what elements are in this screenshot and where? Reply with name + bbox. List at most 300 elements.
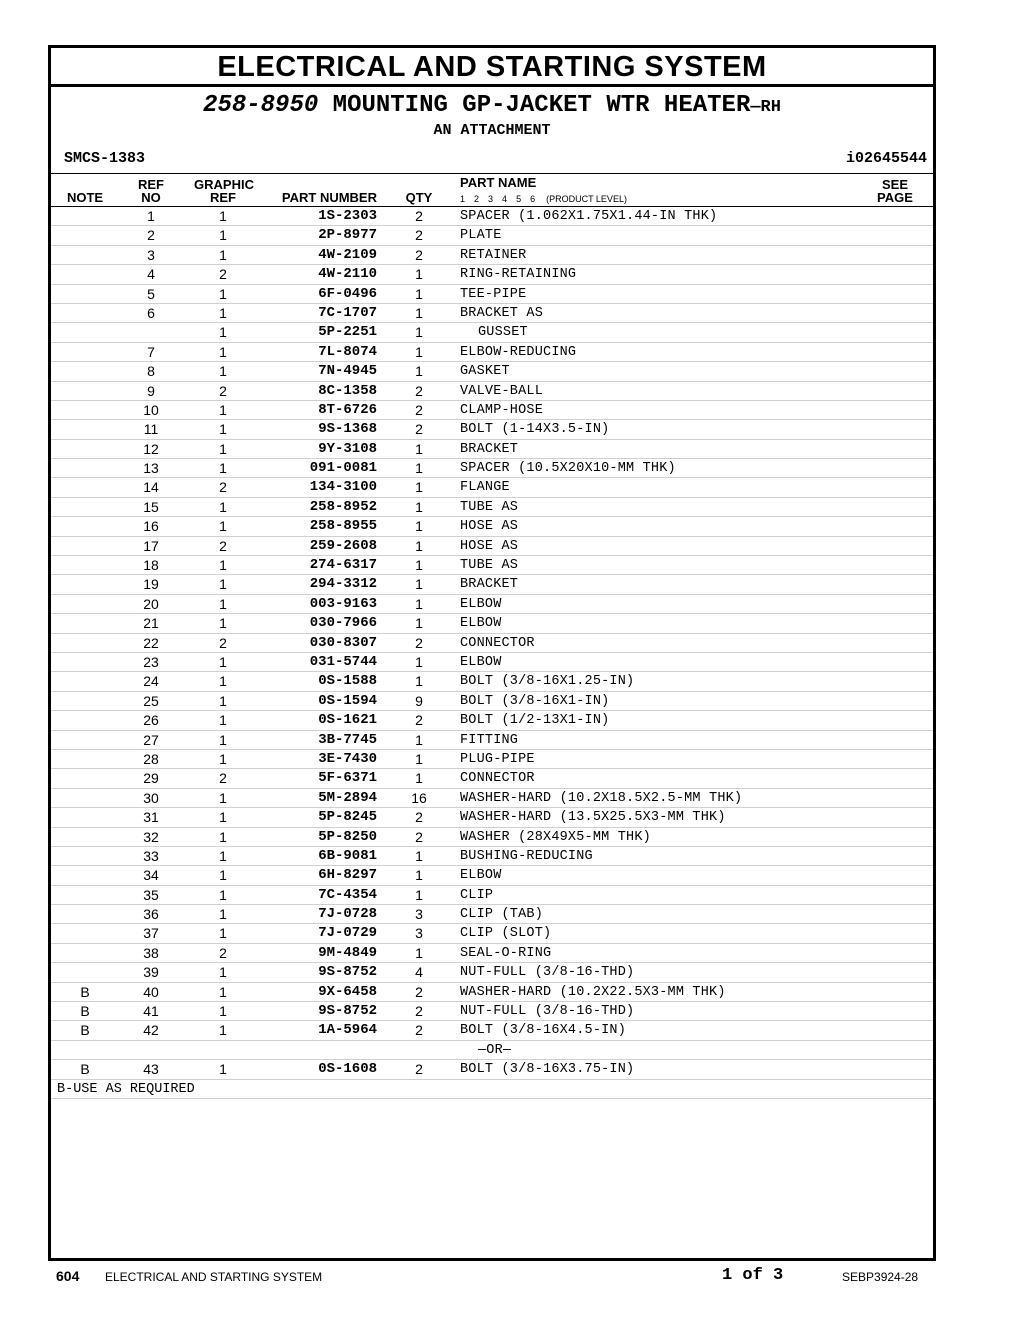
table-row	[51, 692, 933, 711]
ref-no-cell: 39	[143, 964, 159, 981]
table-row	[51, 828, 933, 847]
ref-no-cell: 6	[147, 304, 155, 321]
ref-no-cell: 5	[147, 285, 155, 302]
qty-cell: 1	[415, 867, 423, 884]
ref-no-cell: 36	[143, 906, 159, 923]
graphic-ref-cell: 1	[219, 421, 227, 438]
part-name-cell: ELBOW	[460, 654, 502, 670]
graphic-ref-cell: 1	[219, 557, 227, 574]
part-number-cell: 031-5744	[309, 653, 377, 670]
part-name-cell: FLANGE	[460, 480, 510, 496]
part-number-cell: 5P-8245	[318, 809, 377, 826]
part-number-cell: 9X-6458	[318, 983, 377, 1000]
table-row	[51, 537, 933, 556]
table-row	[51, 1041, 933, 1060]
part-number-cell: 294-3312	[309, 576, 377, 593]
qty-cell: 2	[415, 208, 423, 224]
part-number-cell: 7C-4354	[318, 886, 377, 903]
part-number-cell: 134-3100	[309, 479, 377, 496]
qty-cell: 1	[415, 750, 423, 767]
part-name-cell: RETAINER	[460, 247, 527, 263]
ref-no-cell: 29	[143, 770, 159, 787]
ref-no-cell: 41	[143, 1003, 159, 1020]
table-row	[51, 653, 933, 672]
table-row	[51, 382, 933, 401]
ref-no-cell: 27	[143, 731, 159, 748]
group-title	[51, 92, 933, 122]
part-number-cell: 5P-8250	[318, 828, 377, 845]
table-row	[51, 575, 933, 594]
part-name-cell: SPACER (10.5X20X10-MM THK)	[460, 461, 676, 477]
qty-cell: 16	[411, 789, 427, 806]
graphic-ref-cell: 1	[219, 595, 227, 612]
graphic-ref-cell: 1	[219, 809, 227, 826]
ref-no-cell: 14	[143, 479, 159, 496]
part-name-cell: ELBOW-REDUCING	[460, 344, 577, 360]
product-levels	[460, 194, 627, 204]
part-name-cell: TUBE AS	[460, 499, 519, 515]
part-name-cell: CLIP (TAB)	[460, 907, 544, 923]
table-row	[51, 226, 933, 245]
graphic-ref-cell: 1	[219, 964, 227, 981]
graphic-ref-cell: 1	[219, 1003, 227, 1020]
graphic-ref-cell: 1	[219, 498, 227, 515]
part-number-cell: 7L-8074	[318, 343, 377, 360]
part-number-cell: 258-8955	[309, 518, 377, 535]
table-row	[51, 769, 933, 788]
group-name: MOUNTING GP-JACKET WTR HEATER	[332, 92, 751, 119]
page-footer	[0, 1266, 1020, 1290]
graphic-ref-cell: 1	[219, 1022, 227, 1039]
ref-no-cell: 22	[143, 634, 159, 651]
graphic-ref-cell: 1	[219, 304, 227, 321]
graphic-ref-cell: 1	[219, 692, 227, 709]
part-number-cell: 6H-8297	[318, 867, 377, 884]
part-number-cell: 6B-9081	[318, 847, 377, 864]
qty-cell: 2	[415, 1003, 423, 1020]
part-name-cell: BRACKET	[460, 441, 519, 457]
table-row	[51, 285, 933, 304]
table-row	[51, 246, 933, 265]
group-suffix: —RH	[750, 98, 781, 117]
part-number-cell: 8C-1358	[318, 382, 377, 399]
qty-cell: 1	[415, 363, 423, 380]
graphic-ref-cell: 1	[219, 208, 227, 224]
table-row	[51, 206, 933, 226]
note-cell: B	[80, 1003, 90, 1020]
section-title: ELECTRICAL AND STARTING SYSTEM	[51, 48, 933, 87]
header-qty: QTY	[405, 190, 433, 205]
table-row	[51, 595, 933, 614]
part-name-cell: BOLT (3/8-16X1.25-IN)	[460, 674, 635, 690]
graphic-ref-cell: 2	[219, 479, 227, 496]
sheet-indicator: 1 of 3	[722, 1266, 784, 1285]
header-divider	[51, 173, 933, 174]
part-number-cell: 7C-1707	[318, 304, 377, 321]
graphic-ref-cell: 1	[219, 750, 227, 767]
part-name-cell: WASHER-HARD (10.2X18.5X2.5-MM THK)	[460, 790, 743, 806]
table-row	[51, 1060, 933, 1079]
ref-no-cell: 35	[143, 886, 159, 903]
part-name-cell: ELBOW	[460, 616, 502, 632]
ref-no-cell: 26	[143, 712, 159, 729]
part-number-cell: 7J-0728	[318, 906, 377, 923]
table-row	[51, 362, 933, 381]
part-name-cell: BOLT (3/8-16X1-IN)	[460, 693, 610, 709]
ref-no-cell: 15	[143, 498, 159, 515]
qty-cell: 1	[415, 944, 423, 961]
part-name-cell: HOSE AS	[460, 519, 519, 535]
part-number-cell: 4W-2109	[318, 246, 377, 263]
graphic-ref-cell: 1	[219, 343, 227, 360]
qty-cell: 1	[415, 770, 423, 787]
table-row	[51, 711, 933, 730]
part-name-cell: TUBE AS	[460, 558, 519, 574]
graphic-ref-cell: 1	[219, 460, 227, 477]
footnote: B-USE AS REQUIRED	[57, 1081, 195, 1097]
note-cell: B	[80, 1022, 90, 1039]
graphic-ref-cell: 1	[219, 867, 227, 884]
part-name-cell: VALVE-BALL	[460, 383, 544, 399]
graphic-ref-cell: 1	[219, 828, 227, 845]
smcs-code: SMCS-1383	[64, 150, 146, 167]
qty-cell: 1	[415, 479, 423, 496]
part-number-cell: 5P-2251	[318, 324, 377, 341]
table-row	[51, 614, 933, 633]
graphic-ref-cell: 2	[219, 537, 227, 554]
ref-no-cell: 1	[147, 208, 155, 224]
table-row	[51, 478, 933, 497]
ref-no-cell: 21	[143, 615, 159, 632]
ref-no-cell: 37	[143, 925, 159, 942]
ref-no-cell: 2	[147, 227, 155, 244]
product-level: 3	[488, 194, 494, 204]
qty-cell: 2	[415, 246, 423, 263]
qty-cell: 1	[415, 731, 423, 748]
table-row	[51, 459, 933, 478]
part-number-cell: 2P-8977	[318, 227, 377, 244]
part-name-cell: PLUG-PIPE	[460, 751, 535, 767]
qty-cell: 1	[415, 324, 423, 341]
part-number-cell: 3B-7745	[318, 731, 377, 748]
graphic-ref-cell: 1	[219, 789, 227, 806]
ref-no-cell: 19	[143, 576, 159, 593]
ref-no-cell: 11	[143, 421, 159, 438]
table-row	[51, 343, 933, 362]
note-cell: B	[80, 983, 90, 1000]
ref-no-cell: 38	[143, 944, 159, 961]
table-row	[51, 498, 933, 517]
qty-cell: 2	[415, 634, 423, 651]
table-row	[51, 265, 933, 284]
product-level: 6	[530, 194, 536, 204]
graphic-ref-cell: 1	[219, 983, 227, 1000]
part-name-cell: HOSE AS	[460, 538, 519, 554]
part-number-cell: 5M-2894	[318, 789, 377, 806]
part-number-cell: 3E-7430	[318, 750, 377, 767]
qty-cell: 9	[415, 692, 423, 709]
qty-cell: 1	[415, 615, 423, 632]
table-row	[51, 1002, 933, 1021]
part-name-cell: SEAL-O-RING	[460, 945, 552, 961]
part-name-cell: GUSSET	[478, 325, 528, 341]
part-name-cell: CLAMP-HOSE	[460, 402, 544, 418]
graphic-ref-cell: 1	[219, 906, 227, 923]
product-level: 1	[460, 194, 466, 204]
table-row	[51, 556, 933, 575]
header-part-number: PART NUMBER	[281, 190, 377, 205]
document-id: SEBP3924-28	[842, 1270, 919, 1284]
graphic-ref-cell: 1	[219, 518, 227, 535]
part-name-cell: NUT-FULL (3/8-16-THD)	[460, 965, 635, 981]
part-number-cell: 9S-8752	[318, 1003, 377, 1020]
qty-cell: 1	[415, 460, 423, 477]
part-name-cell: RING-RETAINING	[460, 267, 577, 283]
ref-no-cell: 8	[147, 363, 155, 380]
ref-no-cell: 32	[143, 828, 159, 845]
part-number-cell: 0S-1621	[318, 712, 377, 729]
qty-cell: 1	[415, 304, 423, 321]
table-row	[51, 304, 933, 323]
ref-no-cell: 7	[147, 343, 155, 360]
graphic-ref-cell: 1	[219, 653, 227, 670]
graphic-ref-cell: 1	[219, 1061, 227, 1078]
part-name-cell: WASHER (28X49X5-MM THK)	[460, 829, 651, 845]
table-row	[51, 866, 933, 885]
table-row	[51, 1021, 933, 1040]
graphic-ref-cell: 1	[219, 227, 227, 244]
part-name-cell: TEE-PIPE	[460, 286, 527, 302]
qty-cell: 2	[415, 227, 423, 244]
ref-no-cell: 10	[143, 401, 159, 418]
part-number-cell: 0S-1594	[318, 692, 377, 709]
qty-cell: 1	[415, 498, 423, 515]
graphic-ref-cell: 1	[219, 324, 227, 341]
table-row	[51, 420, 933, 439]
graphic-ref-cell: 2	[219, 634, 227, 651]
header-graphic-bottom: REF	[210, 190, 236, 205]
qty-cell: 1	[415, 673, 423, 690]
group-subtitle: AN ATTACHMENT	[433, 122, 551, 139]
qty-cell: 2	[415, 382, 423, 399]
part-name-cell: BOLT (3/8-16X3.75-IN)	[460, 1062, 635, 1078]
header-part-name: PART NAME	[460, 175, 537, 190]
footer-section: ELECTRICAL AND STARTING SYSTEM	[105, 1270, 323, 1284]
part-name-cell: ELBOW	[460, 868, 502, 884]
header-ref-top: REF	[138, 177, 164, 192]
table-row	[51, 944, 933, 963]
part-number-cell: 5F-6371	[318, 770, 377, 787]
graphic-ref-cell: 1	[219, 285, 227, 302]
graphic-ref-cell: 1	[219, 440, 227, 457]
qty-cell: 2	[415, 983, 423, 1000]
ref-no-cell: 9	[147, 382, 155, 399]
part-name-cell: —OR—	[478, 1042, 512, 1058]
part-name-cell: PLATE	[460, 228, 502, 244]
table-row	[51, 517, 933, 536]
part-name-cell: CLIP	[460, 887, 494, 903]
part-number-cell: 6F-0496	[318, 285, 377, 302]
ref-no-cell: 12	[143, 440, 159, 457]
table-row	[51, 924, 933, 943]
page-number: 604	[56, 1268, 80, 1284]
part-number-cell: 274-6317	[309, 557, 377, 574]
group-number: 258-8950	[203, 92, 319, 119]
product-level: 2	[474, 194, 480, 204]
table-row	[51, 963, 933, 982]
ref-no-cell: 28	[143, 750, 159, 767]
part-number-cell: 9Y-3108	[318, 440, 377, 457]
footnote-row	[51, 1080, 933, 1099]
graphic-ref-cell: 1	[219, 363, 227, 380]
part-name-cell: WASHER-HARD (10.2X22.5X3-MM THK)	[460, 984, 726, 1000]
part-number-cell: 030-8307	[309, 634, 377, 651]
qty-cell: 1	[415, 285, 423, 302]
graphic-ref-cell: 2	[219, 382, 227, 399]
qty-cell: 1	[415, 266, 423, 283]
graphic-ref-cell: 2	[219, 944, 227, 961]
graphic-ref-cell: 1	[219, 401, 227, 418]
qty-cell: 2	[415, 421, 423, 438]
part-name-cell: NUT-FULL (3/8-16-THD)	[460, 1004, 635, 1020]
qty-cell: 1	[415, 886, 423, 903]
graphic-ref-cell: 1	[219, 731, 227, 748]
part-number-cell: 8T-6726	[318, 401, 377, 418]
table-row	[51, 808, 933, 827]
part-name-cell: CLIP (SLOT)	[460, 926, 552, 942]
qty-cell: 1	[415, 847, 423, 864]
part-name-cell: GASKET	[460, 364, 510, 380]
part-number-cell: 1S-2303	[318, 208, 377, 224]
graphic-ref-cell: 1	[219, 673, 227, 690]
graphic-ref-cell: 1	[219, 925, 227, 942]
graphic-ref-cell: 1	[219, 847, 227, 864]
part-number-cell: 9M-4849	[318, 944, 377, 961]
qty-cell: 2	[415, 401, 423, 418]
ref-no-cell: 20	[143, 595, 159, 612]
qty-cell: 1	[415, 518, 423, 535]
part-name-cell: WASHER-HARD (13.5X25.5X3-MM THK)	[460, 810, 726, 826]
header-graphic-top: GRAPHIC	[194, 177, 254, 192]
part-name-cell: ELBOW	[460, 596, 502, 612]
ref-no-cell: 34	[143, 867, 159, 884]
ref-no-cell: 30	[143, 789, 159, 806]
qty-cell: 2	[415, 1061, 423, 1078]
ref-no-cell: 4	[147, 266, 155, 283]
qty-cell: 1	[415, 343, 423, 360]
table-row	[51, 983, 933, 1002]
ref-no-cell: 3	[147, 246, 155, 263]
part-name-cell: CONNECTOR	[460, 771, 535, 787]
ref-no-cell: 16	[143, 518, 159, 535]
table-row	[51, 789, 933, 808]
ref-no-cell: 13	[143, 460, 159, 477]
header-see-bottom: PAGE	[877, 190, 913, 205]
part-number-cell: 9S-1368	[318, 421, 377, 438]
part-name-cell: BOLT (3/8-16X4.5-IN)	[460, 1023, 627, 1039]
parts-table	[51, 206, 933, 1099]
part-name-cell: BOLT (1-14X3.5-IN)	[460, 422, 610, 438]
table-row	[51, 323, 933, 342]
ref-no-cell: 24	[143, 673, 159, 690]
page-frame	[48, 45, 936, 1261]
qty-cell: 2	[415, 828, 423, 845]
qty-cell: 2	[415, 1022, 423, 1039]
product-level: 5	[516, 194, 522, 204]
part-number-cell: 258-8952	[309, 498, 377, 515]
qty-cell: 4	[415, 964, 423, 981]
qty-cell: 1	[415, 537, 423, 554]
product-level-label: (PRODUCT LEVEL)	[546, 194, 627, 204]
qty-cell: 1	[415, 557, 423, 574]
part-number-cell: 7J-0729	[318, 925, 377, 942]
ref-no-cell: 31	[143, 809, 159, 826]
qty-cell: 3	[415, 925, 423, 942]
graphic-ref-cell: 1	[219, 576, 227, 593]
graphic-ref-cell: 2	[219, 770, 227, 787]
graphic-ref-cell: 1	[219, 886, 227, 903]
ref-no-cell: 25	[143, 692, 159, 709]
table-row	[51, 847, 933, 866]
header-note: NOTE	[66, 190, 104, 205]
header-ref-bottom: NO	[141, 190, 161, 205]
table-row	[51, 401, 933, 420]
qty-cell: 2	[415, 809, 423, 826]
qty-cell: 2	[415, 712, 423, 729]
part-number-cell: 003-9163	[309, 595, 377, 612]
graphic-ref-cell: 2	[219, 266, 227, 283]
part-number-cell: 4W-2110	[318, 266, 377, 283]
qty-cell: 1	[415, 440, 423, 457]
header-see-top: SEE	[881, 177, 908, 192]
part-number-cell: 7N-4945	[318, 363, 377, 380]
part-name-cell: CONNECTOR	[460, 635, 535, 651]
part-number-cell: 0S-1588	[318, 673, 377, 690]
table-row	[51, 750, 933, 769]
part-name-cell: FITTING	[460, 732, 519, 748]
table-row	[51, 905, 933, 924]
ref-no-cell: 18	[143, 557, 159, 574]
part-number-cell: 0S-1608	[318, 1061, 377, 1078]
part-name-cell: BOLT (1/2-13X1-IN)	[460, 713, 610, 729]
ref-no-cell: 40	[143, 983, 159, 1000]
ref-no-cell: 17	[143, 537, 159, 554]
table-row	[51, 886, 933, 905]
graphic-ref-cell: 1	[219, 246, 227, 263]
table-row	[51, 672, 933, 691]
qty-cell: 3	[415, 906, 423, 923]
part-name-cell: BRACKET AS	[460, 305, 544, 321]
product-level: 4	[502, 194, 508, 204]
qty-cell: 1	[415, 595, 423, 612]
table-row	[51, 440, 933, 459]
note-cell: B	[80, 1061, 90, 1078]
ref-no-cell: 42	[143, 1022, 159, 1039]
table-row	[51, 731, 933, 750]
part-number-cell: 030-7966	[309, 615, 377, 632]
part-number-cell: 9S-8752	[318, 964, 377, 981]
ref-no-cell: 23	[143, 653, 159, 670]
part-name-cell: SPACER (1.062X1.75X1.44-IN THK)	[460, 209, 718, 224]
part-name-cell: BUSHING-REDUCING	[460, 848, 593, 864]
qty-cell: 1	[415, 653, 423, 670]
ref-no-cell: 43	[143, 1061, 159, 1078]
ref-no-cell: 33	[143, 847, 159, 864]
qty-cell: 1	[415, 576, 423, 593]
table-row	[51, 634, 933, 653]
part-name-cell: BRACKET	[460, 577, 519, 593]
graphic-ref-cell: 1	[219, 615, 227, 632]
